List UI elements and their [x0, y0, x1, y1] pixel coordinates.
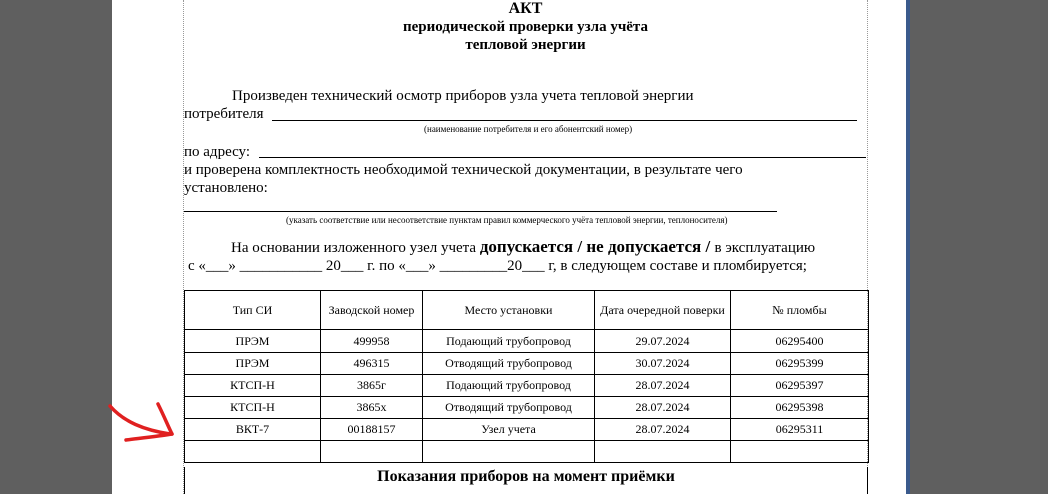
cell-seal: 06295399	[731, 353, 869, 375]
col-header-seal: № пломбы	[731, 291, 869, 330]
window-edge	[906, 0, 910, 494]
basis-end: в эксплуатацию	[714, 240, 816, 256]
slash-1: /	[573, 237, 587, 256]
rules-hint: (указать соответствие или несоответствие пунктам правил коммерческого учёта тепловой энергии, теплоносителя)	[286, 215, 728, 225]
cell-serial: 496315	[321, 353, 423, 375]
consumer-hint: (наименование потребителя и его абонентский номер)	[424, 124, 633, 134]
cell-location	[423, 441, 595, 463]
red-arrow-icon	[104, 398, 184, 443]
address-label: по адресу:	[184, 144, 251, 160]
col-header-location: Место установки	[423, 291, 595, 330]
cell-seal: 06295398	[731, 397, 869, 419]
cell-serial: 3865г	[321, 375, 423, 397]
cell-date: 28.07.2024	[595, 419, 731, 441]
doc-title: АКТ	[508, 0, 543, 17]
table-row-empty	[185, 441, 869, 463]
cell-serial	[321, 441, 423, 463]
address-underline	[259, 157, 866, 158]
period-line: с «___» ___________ 20___ г. по «___» _________20___ г, в следующем составе и пломбируется;	[188, 258, 807, 274]
cell-location: Узел учета	[423, 419, 595, 441]
docs-line: и проверена комплектность необходимой технической документации, в результате чего	[184, 162, 743, 178]
inspection-line: Произведен технический осмотр приборов узла учета тепловой энергии	[232, 88, 694, 104]
readings-heading: Показания приборов на момент приёмки	[184, 467, 868, 494]
cell-type: ПРЭМ	[185, 353, 321, 375]
cell-date: 28.07.2024	[595, 375, 731, 397]
established-underline	[184, 211, 777, 212]
basis-start: На основании изложенного узел учета	[231, 240, 477, 256]
cell-location: Отводящий трубопровод	[423, 397, 595, 419]
cell-serial: 499958	[321, 330, 423, 353]
slash-2: /	[701, 237, 715, 256]
cell-seal: 06295400	[731, 330, 869, 353]
meters-table	[184, 290, 869, 463]
cell-date: 29.07.2024	[595, 330, 731, 353]
cell-serial: 00188157	[321, 419, 423, 441]
allowed-option: допускается	[479, 237, 574, 256]
table-header-row	[185, 291, 869, 330]
cell-location: Подающий трубопровод	[423, 330, 595, 353]
cell-type: ВКТ-7	[185, 419, 321, 441]
cell-date: 30.07.2024	[595, 353, 731, 375]
cell-serial: 3865х	[321, 397, 423, 419]
cell-seal	[731, 441, 869, 463]
table-row	[185, 353, 869, 375]
consumer-underline	[272, 120, 857, 121]
cell-date	[595, 441, 731, 463]
col-header-verification-date: Дата очередной поверки	[595, 291, 731, 330]
cell-date: 28.07.2024	[595, 397, 731, 419]
doc-subtitle-2: тепловой энергии	[465, 37, 586, 53]
cell-type: ПРЭМ	[185, 330, 321, 353]
col-header-serial: Заводской номер	[321, 291, 423, 330]
table-row	[185, 330, 869, 353]
consumer-label: потребителя	[184, 106, 264, 122]
col-header-type: Тип СИ	[185, 291, 321, 330]
table-row	[185, 419, 869, 441]
cell-type: КТСП-Н	[185, 397, 321, 419]
cell-seal: 06295397	[731, 375, 869, 397]
not-allowed-option: не допускается	[586, 237, 702, 256]
cell-seal: 06295311	[731, 419, 869, 441]
cell-location: Отводящий трубопровод	[423, 353, 595, 375]
basis-line	[231, 238, 815, 256]
cell-type	[185, 441, 321, 463]
table-row	[185, 397, 869, 419]
cell-location: Подающий трубопровод	[423, 375, 595, 397]
established-label: установлено:	[184, 180, 268, 196]
doc-subtitle-1: периодической проверки узла учёта	[403, 19, 648, 35]
table-row	[185, 375, 869, 397]
cell-type: КТСП-Н	[185, 375, 321, 397]
